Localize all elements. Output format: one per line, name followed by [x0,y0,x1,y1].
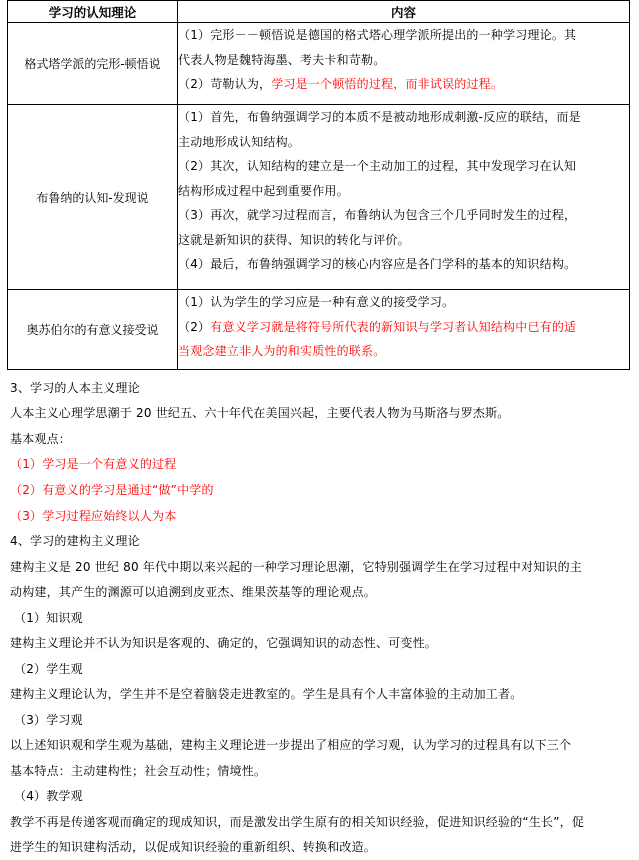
key-point: （3）学习过程应始终以人为本 [10,509,177,523]
content-text: 这就是新知识的获得、知识的转化与评价。 [178,232,410,247]
header-theory: 学习的认知理论 [8,1,178,23]
highlighted-text: 有意义学习就是将符号所代表的新知识与学习者认知结构中已有的适 [210,319,577,334]
body-line: 建构主义是 20 世纪 80 年代中期以来兴起的一种学习理论思潮，它特别强调学生在学习过程中对知识的主 [10,560,583,574]
body-line: （4）教学观 [14,789,83,803]
content-line [178,130,629,155]
theory-content [178,23,630,105]
table-header-row [8,1,630,23]
content-text: （1）完形－－顿悟说是德国的格式塔心理学派所提出的一种学习理论。其 [178,28,577,42]
content-text: （1）首先，布鲁纳强调学习的本质不是被动地形成刺激-反应的联结，而是 [178,110,581,124]
content-line [178,339,629,364]
content-text: 主动地形成认知结构。 [178,134,301,149]
body-line: 建构主义理论认为，学生并不是空着脑袋走进教室的。学生是具有个人丰富体验的主动加工者。 [10,687,523,701]
theory-name: 格式塔学派的完形-顿悟说 [8,23,178,105]
body-line: （2）学生观 [14,662,83,676]
content-text: （1）认为学生的学习应是一种有意义的接受学习。 [178,295,455,309]
body-line: 进学生的知识建构活动，以促成知识经验的重新组织、转换和改造。 [10,840,377,854]
content-text: （2）其次，认知结构的建立是一个主动加工的过程，其中发现学习在认知 [178,159,577,173]
body-line: 动构建，其产生的渊源可以追溯到皮亚杰、维果茨基等的理论观点。 [10,585,377,599]
highlighted-text: 当观念建立非人为的和实质性的联系。 [178,344,386,358]
table-row [8,105,630,290]
body-line: 教学不再是传递客观而确定的现成知识，而是激发出学生原有的相关知识经验，促进知识经验的“生长”，促 [10,815,585,829]
content-text: （2）苛勒认为， [178,77,272,91]
content-line [178,23,629,48]
body-line: 建构主义理论并不认为知识是客观的、确定的，它强调知识的动态性、可变性。 [10,636,438,650]
body-line: 基本特点：主动建构性；社会互动性；情境性。 [10,764,267,778]
theory-content [178,105,630,290]
table-row [8,23,630,105]
body-line: 以上述知识观和学生观为基础，建构主义理论进一步提出了相应的学习观，认为学习的过程具有以下三个 [10,738,572,752]
content-text: （2） [178,319,211,334]
content-line [178,154,629,179]
header-content: 内容 [178,1,630,23]
theory-name: 奥苏伯尔的有意义接受说 [8,290,178,370]
content-line [178,203,629,228]
content-text: （3）再次，就学习过程而言，布鲁纳认为包含三个几乎同时发生的过程， [178,208,577,222]
content-text: 结构形成过程中起到重要作用。 [178,183,349,198]
body-line: 4、学习的建构主义理论 [10,534,140,548]
highlighted-text: 学习是一个顿悟的过程，而非试误的过程。 [271,77,504,91]
theory-name: 布鲁纳的认知-发现说 [8,105,178,290]
content-line [178,48,629,73]
theory-content [178,290,630,370]
body-line: 3、学习的人本主义理论 [10,381,140,395]
content-line [178,228,629,253]
content-line [178,105,629,130]
key-point: （1）学习是一个有意义的过程 [10,457,177,471]
content-line [178,179,629,204]
content-line [178,315,629,340]
content-line [178,252,629,277]
key-point: （2）有意义的学习是通过“做”中学的 [10,483,214,497]
body-line: 人本主义心理学思潮于 20 世纪五、六十年代在美国兴起，主要代表人物为马斯洛与罗杰斯。 [10,406,510,420]
table-row [8,290,630,370]
content-text: 代表人物是魏特海墨、考夫卡和苛勒。 [178,52,386,67]
content-line [178,72,629,97]
body-line: （1）知识观 [14,611,83,625]
learning-theory-table [7,0,630,370]
content-text: （4）最后，布鲁纳强调学习的核心内容应是各门学科的基本的知识结构。 [178,257,577,271]
content-line [178,290,629,315]
body-line: （3）学习观 [14,713,83,727]
body-line: 基本观点： [10,432,72,446]
